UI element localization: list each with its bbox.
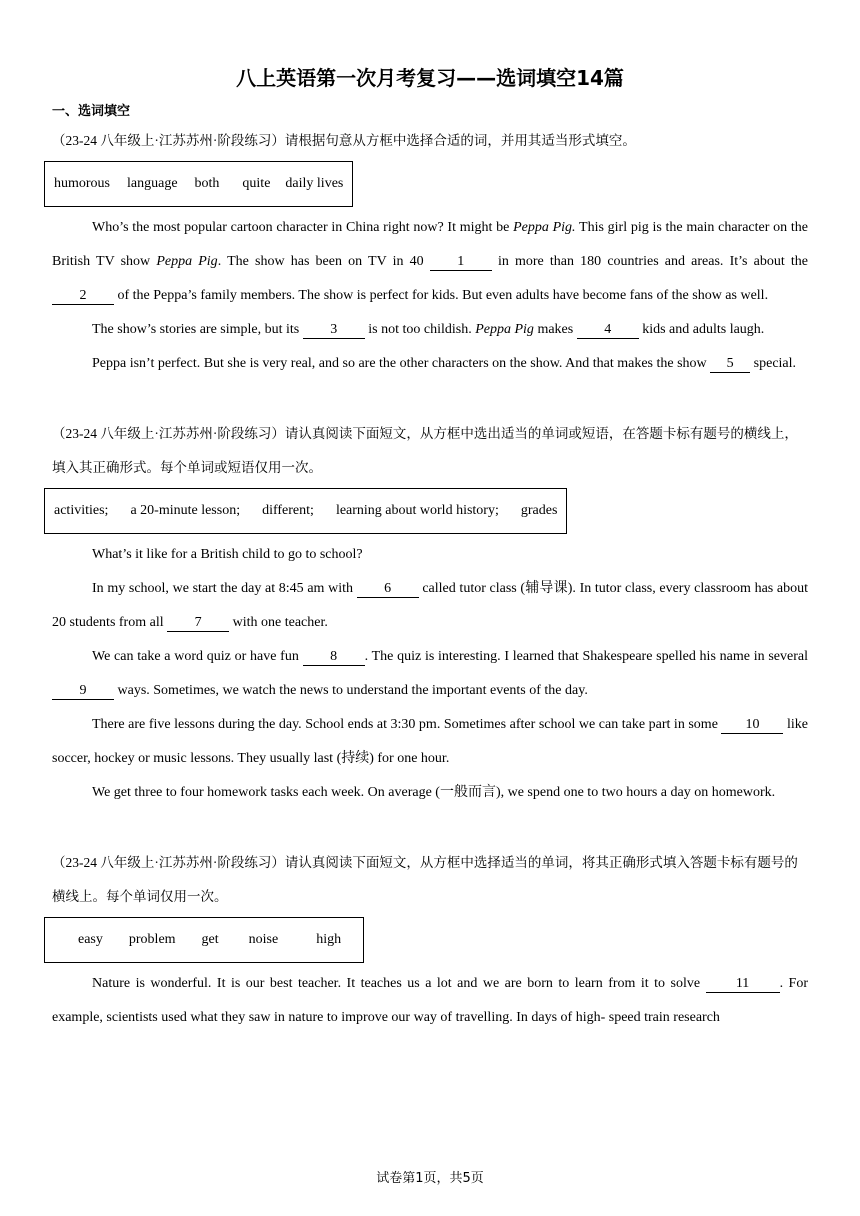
- word-bank-box: [44, 161, 353, 207]
- document-body: [52, 124, 808, 1035]
- passage-source: （23-24 八年级上·江苏苏州·阶段练习）请根据句意从方框中选择合适的词，并用其适当形式填空。: [52, 133, 636, 148]
- word-bank-item: both: [194, 176, 220, 191]
- answer-blank-10[interactable]: 10: [721, 716, 783, 734]
- text-run: of the Peppa’s family members. The show is perfect for kids. But even adults have become fans of the show as well.: [114, 288, 769, 303]
- paragraph: [52, 572, 808, 640]
- word-bank-item: activities;: [54, 503, 109, 518]
- word-bank-box: [44, 917, 364, 963]
- word-bank-item: high: [316, 932, 342, 947]
- text-run: like soccer, hockey or music lessons. They usually last (持续) for one hour.: [52, 717, 809, 766]
- answer-blank-9[interactable]: 9: [52, 682, 114, 700]
- answer-blank-8[interactable]: 8: [303, 648, 365, 666]
- section-heading: 一、选词填空: [52, 104, 131, 119]
- text-run: In my school, we start the day at 8:45 am with: [92, 581, 357, 596]
- text-run: kids and adults laugh.: [638, 322, 765, 337]
- word-bank-item: a 20-minute lesson;: [130, 503, 241, 518]
- text-run: with one teacher.: [229, 615, 328, 630]
- answer-blank-1[interactable]: 1: [430, 253, 492, 271]
- text-run: . For example, scientists used what they saw in nature to improve our way of travelling. In days of high- speed train research: [52, 976, 809, 1025]
- word-bank-item: humorous: [54, 176, 110, 191]
- answer-blank-4[interactable]: 4: [577, 321, 639, 339]
- word-bank-item: grades: [520, 503, 558, 518]
- answer-blank-2[interactable]: 2: [52, 287, 114, 305]
- paragraph: [52, 967, 808, 1035]
- answer-blank-6[interactable]: 6: [357, 580, 419, 598]
- text-run: The show’s stories are simple, but its: [92, 322, 303, 337]
- text-run: in more than 180 countries and areas. It’s about the: [491, 254, 808, 269]
- passage-source: （23-24 八年级上·江苏苏州·阶段练习）请认真阅读下面短文，从方框中选出适当的单词或短语，在答题卡标有题号的横线上，填入其正确形式。每个单词或短语仅用一次。: [52, 426, 798, 475]
- answer-blank-3[interactable]: 3: [303, 321, 365, 339]
- text-run: Who’s the most popular cartoon character in China right now? It might be: [92, 220, 514, 235]
- text-run: This girl pig is the main character on the British TV show: [52, 220, 808, 269]
- page-title: 八上英语第一次月考复习——选词填空14篇: [236, 66, 624, 90]
- text-run: is not too childish.: [364, 322, 476, 337]
- passage-source: （23-24 八年级上·江苏苏州·阶段练习）请认真阅读下面短文，从方框中选择适当的单词，将其正确形式填入答题卡标有题号的横线上。每个单词仅用一次。: [52, 855, 798, 904]
- paragraph: We get three to four homework tasks each week. On average (一般而言), we spend one to two hours a day on homework.: [92, 785, 776, 800]
- text-run: makes: [533, 322, 577, 337]
- passage-1: [52, 124, 808, 381]
- word-bank-item: daily lives: [285, 176, 344, 191]
- word-bank-item: problem: [128, 932, 176, 947]
- word-bank-item: quite: [242, 176, 271, 191]
- word-bank-item: different;: [262, 503, 314, 518]
- italic-title: Peppa Pig: [156, 254, 218, 269]
- word-bank-item: get: [201, 932, 219, 947]
- text-run: We can take a word quiz or have fun: [92, 649, 303, 664]
- word-bank-box: [44, 488, 567, 534]
- answer-blank-7[interactable]: 7: [167, 614, 229, 632]
- paragraph: [52, 347, 808, 381]
- passage-3: [52, 846, 808, 1035]
- answer-blank-5[interactable]: 5: [710, 355, 750, 373]
- answer-blank-11[interactable]: 11: [706, 975, 780, 993]
- word-bank-item: easy: [78, 932, 103, 947]
- text-run: . The show has been on TV in 40: [217, 254, 430, 269]
- text-run: special.: [750, 356, 797, 371]
- paragraph: [52, 640, 808, 708]
- italic-title: Peppa Pig.: [513, 220, 576, 235]
- passage-2: [52, 417, 808, 810]
- paragraph: [52, 211, 808, 313]
- paragraph: [52, 313, 808, 347]
- page-footer: 试卷第1页，共5页: [376, 1171, 484, 1186]
- text-run: Peppa isn’t perfect. But she is very real, and so are the other characters on the show. And that makes the show: [92, 356, 711, 371]
- italic-title: Peppa Pig: [475, 322, 534, 337]
- word-bank-item: learning about world history;: [335, 503, 499, 518]
- text-run: Nature is wonderful. It is our best teacher. It teaches us a lot and we are born to learn from it to solve: [92, 976, 706, 991]
- text-run: called tutor class (辅导课). In tutor class, every classroom has about 20 students from all: [52, 581, 808, 630]
- text-run: . The quiz is interesting. I learned that Shakespeare spelled his name in several: [364, 649, 808, 664]
- word-bank-item: noise: [248, 932, 279, 947]
- text-run: ways. Sometimes, we watch the news to understand the important events of the day.: [114, 683, 588, 698]
- paragraph: What’s it like for a British child to go to school?: [92, 547, 363, 562]
- word-bank-item: language: [127, 176, 178, 191]
- text-run: There are five lessons during the day. School ends at 3:30 pm. Sometimes after school we can take part in some: [92, 717, 722, 732]
- paragraph: [52, 708, 808, 776]
